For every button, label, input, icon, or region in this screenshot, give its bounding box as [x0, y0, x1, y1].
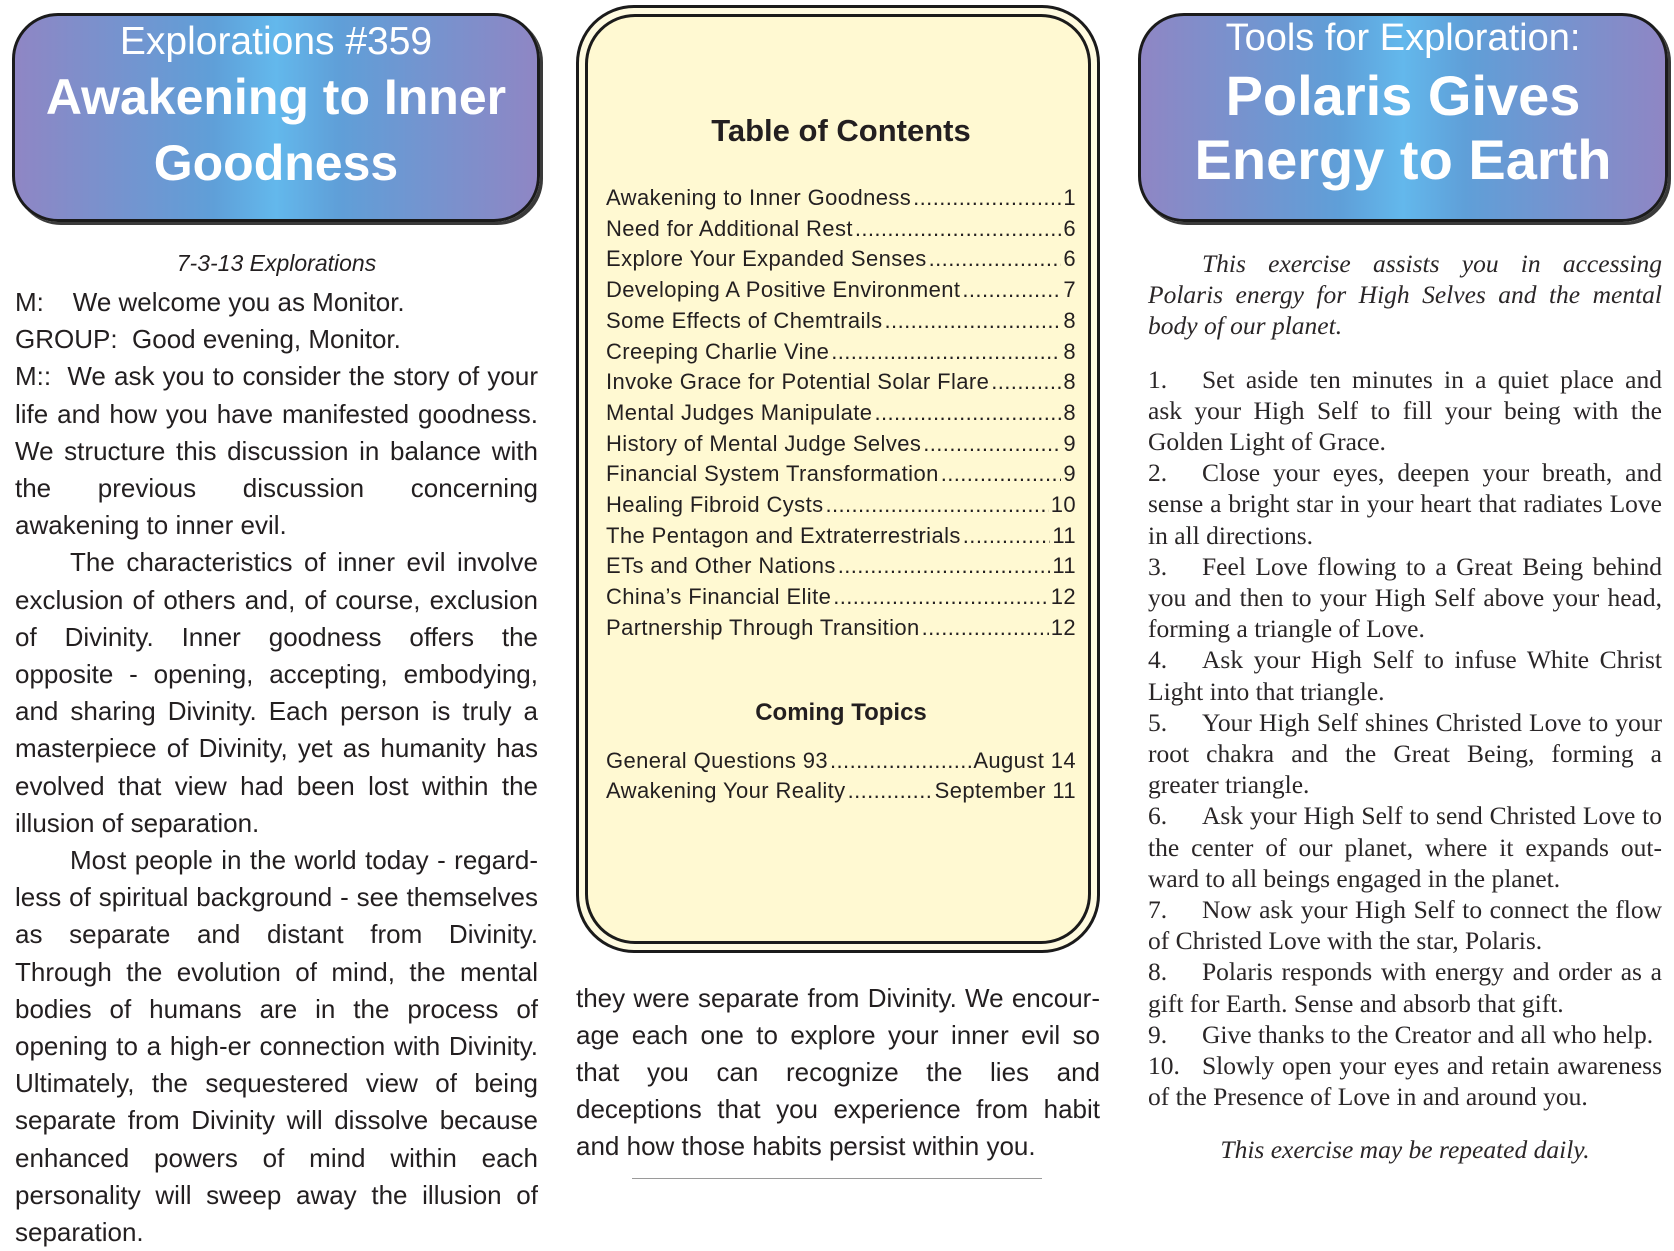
exercise-title: [1141, 64, 1665, 192]
coming-topic-date: August 14: [973, 747, 1076, 773]
toc-entry-page: 7: [1063, 277, 1076, 303]
issue-number: Explorations #359: [119, 20, 433, 63]
toc-entry-page: 11: [1052, 553, 1076, 579]
toc-entry-page: 1: [1063, 185, 1076, 210]
exercise-step: [1148, 894, 1662, 956]
toc-entry-page: 9: [1063, 430, 1076, 456]
coming-topic: [606, 776, 1076, 807]
toc-entry[interactable]: [606, 551, 1076, 582]
toc-entry[interactable]: [606, 429, 1076, 460]
toc-entry-page: 6: [1063, 215, 1076, 241]
toc-title: Table of Contents: [711, 113, 971, 148]
toc-entry-title: ETs and Other Nations: [606, 553, 836, 579]
exercise-step: [1148, 457, 1662, 551]
step-text: Ask your High Self to infuse White Christ Light into that triangle.: [1148, 645, 1662, 706]
toc-entry-title: Financial System Transformation: [606, 461, 939, 487]
step-number: 2.: [1148, 458, 1168, 488]
toc-entry[interactable]: [606, 521, 1076, 552]
toc-entry[interactable]: [606, 183, 1076, 214]
article-body-continued: [576, 980, 1100, 1165]
divider: [632, 1178, 1042, 1179]
table-of-contents-box: [576, 5, 1100, 953]
step-text: Set aside ten minutes in a quiet place and ask your High Self to fill your being with the Golden Light of Grace.: [1148, 364, 1662, 457]
tools-banner: [1138, 13, 1668, 222]
toc-entry-title: Partnership Through Transition: [606, 614, 920, 640]
step-number: 1.: [1148, 364, 1168, 394]
step-text: Now ask your High Self to connect the flow of Christed Love with the star, Polaris.: [1148, 895, 1662, 956]
toc-entry[interactable]: [606, 367, 1076, 398]
leader-dots: [913, 183, 1061, 214]
step-number: 6.: [1148, 801, 1168, 831]
leader-dots: [885, 306, 1062, 337]
article-title: [15, 64, 537, 196]
step-text: Give thanks to the Creator and all who help.: [1202, 1019, 1654, 1049]
exercise-step: [1148, 644, 1662, 706]
toc-list: [606, 183, 1076, 644]
section-label: Tools for Exploration:: [1225, 17, 1581, 59]
step-text: Close your eyes, deepen your breath, and sense a bright star in your heart that radiates Love in all directions.: [1148, 458, 1662, 550]
toc-entry[interactable]: [606, 214, 1076, 245]
toc-entry-page: 12: [1050, 584, 1076, 610]
toc-entry-page: 12: [1050, 614, 1076, 640]
toc-entry-page: 6: [1063, 246, 1076, 272]
step-number: 9.: [1148, 1019, 1168, 1049]
exercise-body: [1148, 248, 1662, 1166]
toc-entry-title: Creeping Charlie Vine: [606, 338, 830, 364]
toc-entry-title: China’s Financial Elite: [606, 584, 832, 610]
toc-entry-title: Healing Fibroid Cysts: [606, 492, 824, 518]
leader-dots: [830, 746, 971, 777]
explorations-banner: [12, 13, 540, 222]
article-body-left: [15, 248, 538, 1251]
toc-entry-page: 8: [1063, 307, 1076, 333]
step-number: 4.: [1148, 645, 1168, 675]
leader-dots: [838, 551, 1051, 582]
exercise-title-line-1: Polaris Gives: [1225, 64, 1581, 127]
toc-entry-title: Awakening to Inner Goodness: [606, 185, 912, 210]
paragraph: GROUP: Good evening, Monitor.: [15, 324, 401, 355]
toc-entry[interactable]: [606, 244, 1076, 275]
coming-topic-date: September 11: [934, 778, 1076, 804]
leader-dots: [833, 582, 1048, 613]
leader-dots: [929, 244, 1062, 275]
exercise-step: [1148, 551, 1662, 645]
leader-dots: [923, 429, 1061, 460]
toc-entry-title: Need for Additional Rest: [606, 215, 853, 241]
toc-entry[interactable]: [606, 275, 1076, 306]
step-number: 7.: [1148, 895, 1168, 925]
article-title-line-1: Awakening to Inner: [45, 69, 507, 125]
toc-entry-title: Developing A Positive Environment: [606, 277, 961, 303]
step-text: Ask your High Self to send Christed Love to the center of our planet, where it expands out-ward to all beings engaged in the planet.: [1148, 801, 1662, 893]
paragraph: M:: We ask you to consider the story of your life and how you have manifested goodness. We structure this discussion in balance with the previous discussion concerning awakening to inner evil.: [15, 361, 538, 541]
toc-entry-page: 10: [1050, 492, 1076, 518]
exercise-step: [1148, 364, 1662, 458]
toc-entry-title: Mental Judges Manipulate: [606, 399, 873, 425]
toc-entry[interactable]: [606, 459, 1076, 490]
leader-dots: [922, 613, 1049, 644]
toc-entry-title: Some Effects of Chemtrails: [606, 307, 883, 333]
leader-dots: [825, 490, 1048, 521]
step-number: 10.: [1148, 1051, 1180, 1081]
coming-topic-title: General Questions 93: [606, 747, 829, 773]
coming-topic-title: Awakening Your Reality: [606, 778, 846, 804]
paragraph: The characteristics of inner evil involve exclusion of others and, of course, exclusion of Divinity. Inner goodness offers the opposite - opening, accepting, embodying, and sharing Divinity. Each person is truly a masterpiece of Divinity, yet as humanity has evolved that view had been lost within the illusion of separation.: [15, 547, 538, 838]
toc-entry-title: History of Mental Judge Selves: [606, 430, 922, 456]
toc-entry-page: 8: [1063, 399, 1076, 425]
table-of-contents-panel: [585, 14, 1091, 944]
leader-dots: [848, 776, 933, 807]
step-number: 5.: [1148, 707, 1168, 737]
leader-dots: [855, 214, 1062, 245]
toc-entry[interactable]: [606, 337, 1076, 368]
leader-dots: [874, 398, 1061, 429]
exercise-intro: This exercise assists you in accessing Polaris energy for High Selves and the mental body of our planet.: [1148, 249, 1662, 341]
toc-entry[interactable]: [606, 306, 1076, 337]
toc-entry[interactable]: [606, 582, 1076, 613]
step-text: Polaris responds with energy and order as a gift for Earth. Sense and absorb that gift.: [1148, 957, 1662, 1018]
exercise-closing-note: This exercise may be repeated daily.: [1220, 1135, 1590, 1165]
step-number: 3.: [1148, 551, 1168, 581]
toc-entry-page: 8: [1063, 338, 1076, 364]
exercise-title-line-2: Energy to Earth: [1194, 128, 1612, 191]
leader-dots: [991, 367, 1061, 398]
exercise-step: [1148, 1019, 1662, 1050]
toc-entry[interactable]: [606, 490, 1076, 521]
leader-dots: [962, 275, 1061, 306]
step-number: 8.: [1148, 957, 1168, 987]
paragraph: they were separate from Divinity. We encour-age each one to explore your inner evil so that you can recognize the lies and deceptions that you experience from habit and how those habits persist within you.: [576, 983, 1100, 1161]
paragraph: Most people in the world today - regard-less of spiritual background - see themselves as separate and distant from Divinity. Through the evolution of mind, the mental bodies of humans are in the process of opening to a high-er connection with Divinity. Ultimately, the sequestered view of being separate from Divinity will dissolve because enhanced powers of mind within each personality will sweep away the illusion of separation.: [15, 845, 538, 1248]
step-text: Slowly open your eyes and retain awareness of the Presence of Love in and around you.: [1148, 1051, 1662, 1112]
exercise-step: [1148, 707, 1662, 801]
toc-entry-page: 11: [1052, 522, 1076, 548]
article-title-line-2: Goodness: [153, 135, 399, 191]
exercise-step: [1148, 956, 1662, 1018]
leader-dots: [941, 459, 1062, 490]
exercise-step: [1148, 800, 1662, 894]
toc-entry[interactable]: [606, 398, 1076, 429]
step-text: Feel Love flowing to a Great Being behind you and then to your High Self above your head, forming a triangle of Love.: [1148, 551, 1662, 644]
step-text: Your High Self shines Christed Love to your root chakra and the Great Being, forming a greater triangle.: [1148, 707, 1662, 800]
toc-entry-page: 9: [1063, 461, 1076, 487]
toc-entry-title: Invoke Grace for Potential Solar Flare: [606, 369, 990, 395]
exercise-step: [1148, 1050, 1662, 1112]
toc-entry-title: The Pentagon and Extraterrestrials: [606, 522, 961, 548]
dateline: 7-3-13 Explorations: [176, 250, 377, 276]
coming-topics-title: Coming Topics: [755, 698, 927, 726]
paragraph: M: We welcome you as Monitor.: [15, 287, 405, 317]
coming-topic: [606, 746, 1076, 777]
toc-entry-title: Explore Your Expanded Senses: [606, 246, 927, 272]
leader-dots: [963, 521, 1051, 552]
toc-entry[interactable]: [606, 613, 1076, 644]
leader-dots: [831, 337, 1061, 368]
toc-entry-page: 8: [1063, 369, 1076, 395]
